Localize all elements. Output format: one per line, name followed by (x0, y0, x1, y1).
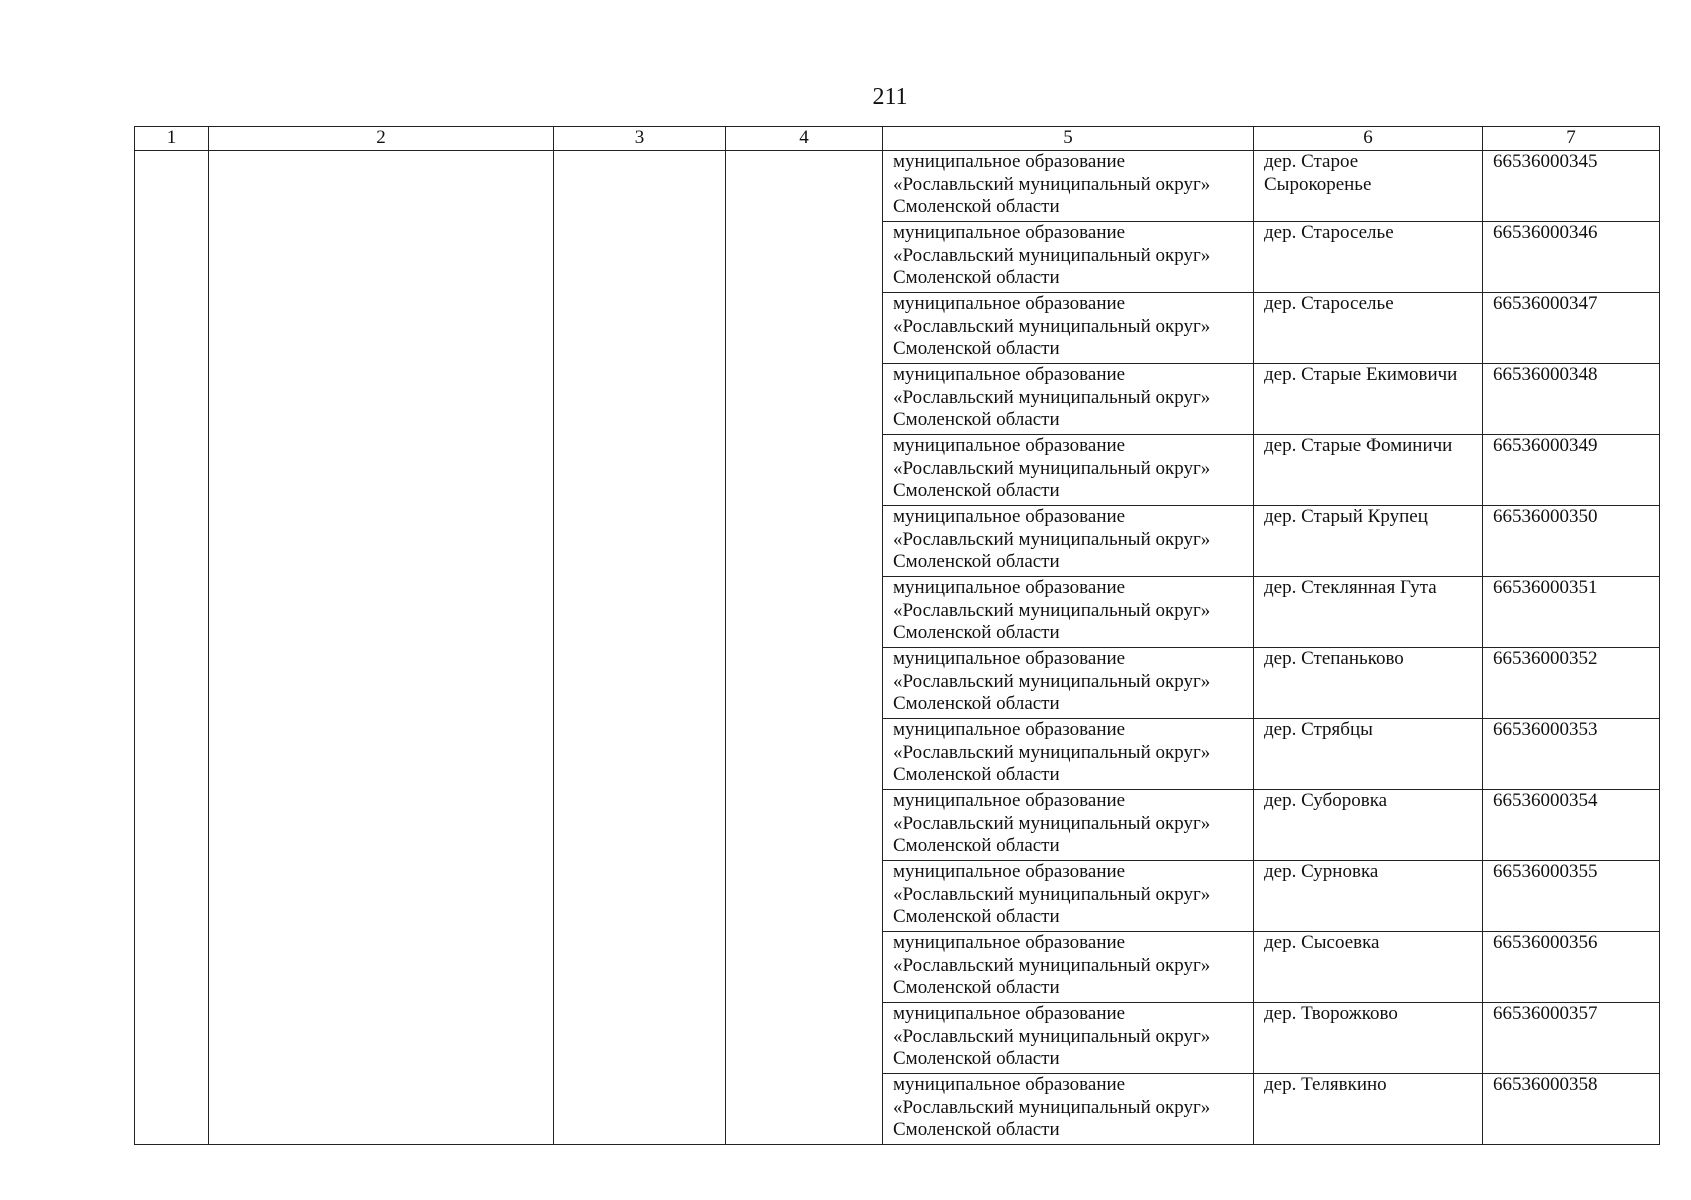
municipality-line: «Рославльский муниципальный округ» (893, 599, 1211, 621)
municipality-line: муниципальное образование (893, 790, 1126, 811)
municipality-line: «Рославльский муниципальный округ» (893, 741, 1211, 763)
oktmo-code-cell: 66536000348 (1483, 364, 1660, 435)
municipality-line: «Рославльский муниципальный округ» (893, 244, 1211, 266)
header-row (135, 127, 1660, 151)
municipality-line: муниципальное образование (893, 1074, 1126, 1095)
table-body (135, 151, 1660, 1145)
municipality-cell (883, 932, 1254, 1003)
municipality-line: муниципальное образование (893, 577, 1126, 598)
oktmo-code-cell: 66536000347 (1483, 293, 1660, 364)
municipality-cell (883, 648, 1254, 719)
settlement-cell (1254, 151, 1483, 222)
municipality-line: «Рославльский муниципальный округ» (893, 954, 1211, 976)
municipality-line: муниципальное образование (893, 648, 1126, 669)
municipality-line: муниципальное образование (893, 222, 1126, 243)
municipality-line: Смоленской области (893, 835, 1060, 857)
oktmo-code-cell: 66536000351 (1483, 577, 1660, 648)
municipality-line: «Рославльский муниципальный округ» (893, 812, 1211, 834)
settlement-cell (1254, 1074, 1483, 1145)
settlement-cell (1254, 790, 1483, 861)
settlement-cell (1254, 435, 1483, 506)
page-number: 211 (872, 84, 908, 110)
municipality-line: «Рославльский муниципальный округ» (893, 1096, 1211, 1118)
municipality-cell (883, 364, 1254, 435)
municipality-line: муниципальное образование (893, 861, 1126, 882)
municipality-cell (883, 435, 1254, 506)
settlement-cell (1254, 364, 1483, 435)
municipality-cell (883, 1074, 1254, 1145)
municipality-line: муниципальное образование (893, 435, 1126, 456)
oktmo-code-cell: 66536000353 (1483, 719, 1660, 790)
settlement-cell (1254, 719, 1483, 790)
oktmo-code-cell: 66536000358 (1483, 1074, 1660, 1145)
municipality-line: «Рославльский муниципальный округ» (893, 457, 1211, 479)
municipality-line: муниципальное образование (893, 932, 1126, 953)
table-header (135, 127, 1660, 151)
municipality-cell (883, 151, 1254, 222)
oktmo-code-cell: 66536000355 (1483, 861, 1660, 932)
settlement-line: дер. Суборовка (1264, 790, 1388, 811)
municipality-line: «Рославльский муниципальный округ» (893, 315, 1211, 337)
municipality-line: Смоленской области (893, 693, 1060, 715)
municipality-line: Смоленской области (893, 977, 1060, 999)
municipality-cell (883, 1003, 1254, 1074)
settlement-line: дер. Староселье (1264, 293, 1394, 314)
settlement-line: дер. Старое (1264, 151, 1359, 172)
column-header-6: 6 (1254, 127, 1483, 151)
municipality-cell (883, 861, 1254, 932)
settlement-line: дер. Старые Екимовичи (1264, 364, 1458, 385)
municipality-cell (883, 222, 1254, 293)
municipality-cell (883, 293, 1254, 364)
settlement-line: дер. Сурновка (1264, 861, 1379, 882)
oktmo-code-cell: 66536000346 (1483, 222, 1660, 293)
settlement-line: дер. Творожково (1264, 1003, 1398, 1024)
cell-column-3 (554, 151, 726, 1145)
municipality-line: Смоленской области (893, 196, 1060, 218)
oktmo-code-cell: 66536000357 (1483, 1003, 1660, 1074)
column-header-4: 4 (726, 127, 883, 151)
municipality-cell (883, 577, 1254, 648)
settlement-line: дер. Стеклянная Гута (1264, 577, 1437, 598)
municipality-line: Смоленской области (893, 480, 1060, 502)
settlement-line: дер. Телявкино (1264, 1074, 1387, 1095)
municipality-cell (883, 719, 1254, 790)
municipality-line: «Рославльский муниципальный округ» (893, 173, 1211, 195)
municipality-line: Смоленской области (893, 551, 1060, 573)
oktmo-code-cell: 66536000352 (1483, 648, 1660, 719)
municipality-line: «Рославльский муниципальный округ» (893, 1025, 1211, 1047)
municipality-line: «Рославльский муниципальный округ» (893, 386, 1211, 408)
settlement-cell (1254, 577, 1483, 648)
municipality-cell (883, 506, 1254, 577)
settlement-line: дер. Старые Фоминичи (1264, 435, 1453, 456)
oktmo-code-cell: 66536000350 (1483, 506, 1660, 577)
municipality-line: Смоленской области (893, 267, 1060, 289)
municipality-line: муниципальное образование (893, 364, 1126, 385)
cell-column-2 (209, 151, 554, 1145)
table-row (135, 151, 1660, 222)
settlement-cell (1254, 648, 1483, 719)
column-header-1: 1 (135, 127, 209, 151)
settlement-line: дер. Староселье (1264, 222, 1394, 243)
municipality-line: муниципальное образование (893, 719, 1126, 740)
settlement-line: дер. Старый Крупец (1264, 506, 1428, 527)
municipality-line: «Рославльский муниципальный округ» (893, 670, 1211, 692)
settlement-cell (1254, 222, 1483, 293)
municipality-line: Смоленской области (893, 764, 1060, 786)
settlement-line: Сырокоренье (1264, 173, 1372, 195)
cell-column-4 (726, 151, 883, 1145)
municipality-line: муниципальное образование (893, 1003, 1126, 1024)
oktmo-code-cell: 66536000345 (1483, 151, 1660, 222)
municipality-line: Смоленской области (893, 338, 1060, 360)
municipality-line: Смоленской области (893, 1048, 1060, 1070)
municipality-line: Смоленской области (893, 622, 1060, 644)
settlement-cell (1254, 861, 1483, 932)
column-header-5: 5 (883, 127, 1254, 151)
municipality-cell (883, 790, 1254, 861)
settlement-cell (1254, 1003, 1483, 1074)
municipality-line: муниципальное образование (893, 151, 1126, 172)
settlement-cell (1254, 932, 1483, 1003)
municipality-line: «Рославльский муниципальный округ» (893, 528, 1211, 550)
municipality-line: «Рославльский муниципальный округ» (893, 883, 1211, 905)
column-header-2: 2 (209, 127, 554, 151)
municipality-line: муниципальное образование (893, 506, 1126, 527)
oktmo-code-cell: 66536000354 (1483, 790, 1660, 861)
cell-column-1 (135, 151, 209, 1145)
settlement-cell (1254, 293, 1483, 364)
municipality-line: муниципальное образование (893, 293, 1126, 314)
column-header-7: 7 (1483, 127, 1660, 151)
oktmo-code-cell: 66536000349 (1483, 435, 1660, 506)
municipality-line: Смоленской области (893, 409, 1060, 431)
register-table (134, 126, 1660, 1145)
municipality-line: Смоленской области (893, 1119, 1060, 1141)
oktmo-code-cell: 66536000356 (1483, 932, 1660, 1003)
column-header-3: 3 (554, 127, 726, 151)
settlement-line: дер. Степаньково (1264, 648, 1404, 669)
municipality-line: Смоленской области (893, 906, 1060, 928)
settlement-line: дер. Стрябцы (1264, 719, 1373, 740)
settlement-cell (1254, 506, 1483, 577)
settlement-line: дер. Сысоевка (1264, 932, 1380, 953)
